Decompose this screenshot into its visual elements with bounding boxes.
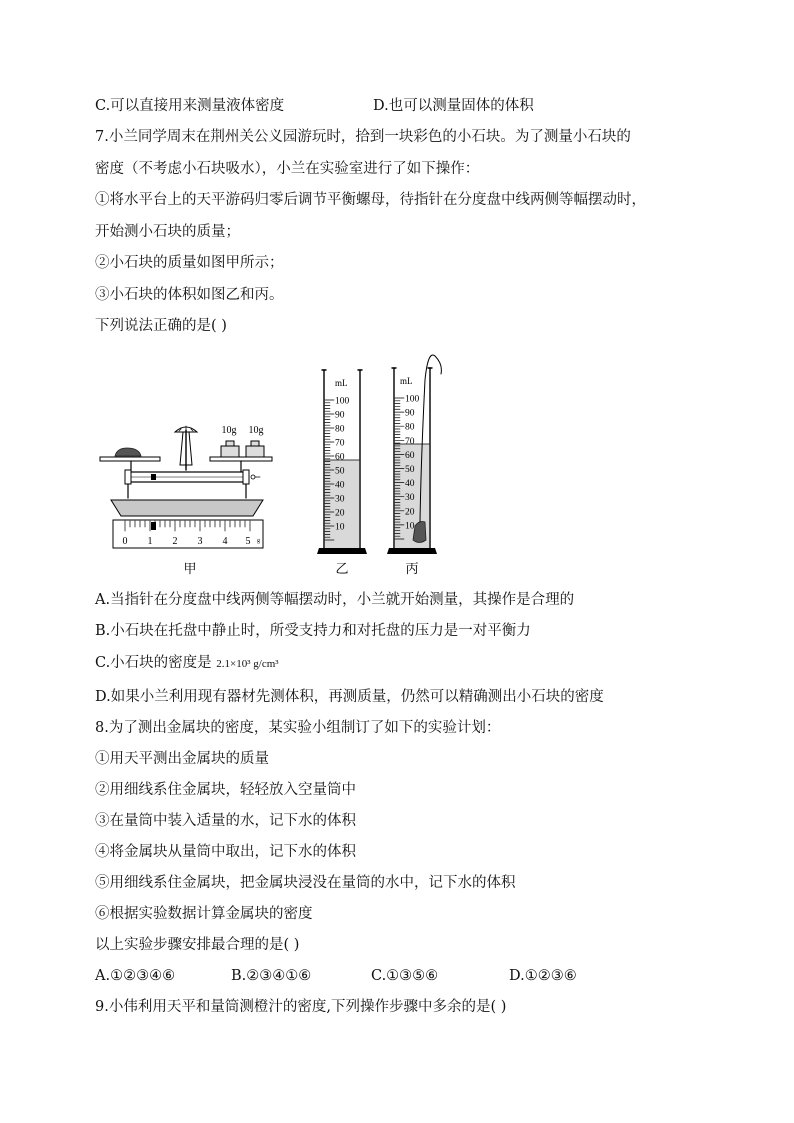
stone-icon bbox=[115, 448, 141, 456]
cyl-yi-tick-label: 100 bbox=[335, 396, 350, 407]
experiment-figure bbox=[95, 340, 455, 580]
cyl-yi-tick-label: 40 bbox=[335, 480, 345, 491]
q8-step-5: ⑤用细线系住金属块，把金属块浸没在量筒的水中，记下水的体积 bbox=[95, 875, 516, 891]
weight-10g-left bbox=[221, 441, 239, 457]
cyl-bing-unit: mL bbox=[400, 376, 413, 386]
q7-step3: ③小石块的体积如图乙和丙。 bbox=[95, 287, 284, 303]
q8-step-1: ①用天平测出金属块的质量 bbox=[95, 751, 269, 767]
cyl-yi-tick-label: 70 bbox=[335, 438, 345, 449]
cyl-bing-tick-label: 90 bbox=[405, 408, 415, 419]
cyl-bing-tick-label: 80 bbox=[405, 422, 415, 433]
q7-step1-line2: 开始测小石块的质量； bbox=[95, 224, 240, 240]
q8-option-c: C.①③⑤⑥ bbox=[371, 968, 439, 984]
cyl-yi-tick-label: 80 bbox=[335, 424, 345, 435]
q9-stem: 9.小伟利用天平和量筒测橙汁的密度,下列操作步骤中多余的是( ) bbox=[95, 999, 507, 1015]
q8-options-row bbox=[95, 966, 577, 986]
weight-label-1: 10g bbox=[221, 425, 237, 436]
q8-option-d: D.①②③⑥ bbox=[509, 968, 577, 984]
q7-option-c-label: C.小石块的密度是 bbox=[95, 655, 212, 671]
cylinder-yi bbox=[317, 370, 367, 576]
cyl-bing-tick-label: 40 bbox=[405, 479, 415, 490]
q7-stem-line1: 7.小兰同学周末在荆州关公义园游玩时，拾到一块彩色的小石块。为了测量小石块的 bbox=[95, 129, 631, 145]
q7-step2: ②小石块的质量如图甲所示； bbox=[95, 255, 284, 271]
caption-bing: 丙 bbox=[405, 561, 419, 576]
q8-step-6: ⑥根据实验数据计算金属块的密度 bbox=[95, 906, 313, 922]
cylinder-bing bbox=[387, 355, 441, 576]
cyl-yi-tick-label: 10 bbox=[335, 522, 345, 533]
scale-tick-0: 0 bbox=[122, 536, 128, 547]
q6-option-d: D.也可以测量固体的体积 bbox=[373, 98, 534, 114]
q7-option-d: D.如果小兰利用现有器材先测体积，再测质量，仍然可以精确测出小石块的密度 bbox=[95, 689, 604, 705]
balance-diagram bbox=[100, 425, 272, 576]
scale-tick-3: 3 bbox=[197, 536, 203, 547]
q7-step1-line1: ①将水平台上的天平游码归零后调节平衡螺母，待指针在分度盘中线两侧等幅摆动时， bbox=[95, 192, 646, 208]
weight-10g-right bbox=[246, 441, 264, 457]
caption-jia: 甲 bbox=[183, 561, 197, 576]
q7-stem-line2: 密度（不考虑小石块吸水），小兰在实验室进行了如下操作： bbox=[95, 161, 480, 177]
cyl-bing-tick-label: 10 bbox=[405, 521, 415, 532]
cyl-yi-tick-label: 50 bbox=[335, 466, 345, 477]
q8-step-3: ③在量筒中装入适量的水，记下水的体积 bbox=[95, 813, 356, 829]
q7-question: 下列说法正确的是( ) bbox=[95, 318, 227, 334]
q8-step-4: ④将金属块从量筒中取出，记下水的体积 bbox=[95, 844, 356, 860]
q8-option-a: A.①②③④⑥ bbox=[95, 968, 176, 984]
q8-step-2: ②用细线系住金属块，轻轻放入空量筒中 bbox=[95, 782, 356, 798]
q7-option-a: A.当指针在分度盘中线两侧等幅摆动时，小兰就开始测量，其操作是合理的 bbox=[95, 592, 575, 608]
weight-label-2: 10g bbox=[248, 425, 264, 436]
cyl-bing-tick-label: 20 bbox=[405, 507, 415, 518]
q8-question: 以上实验步骤安排最合理的是( ) bbox=[95, 937, 300, 953]
cyl-yi-unit: mL bbox=[335, 378, 348, 388]
cyl-yi-tick-label: 90 bbox=[335, 410, 345, 421]
cyl-bing-tick-label: 70 bbox=[405, 436, 415, 447]
q6-option-c: C.可以直接用来测量液体密度 bbox=[95, 98, 285, 114]
scale-tick-2: 2 bbox=[172, 536, 178, 547]
scale-tick-5: 5 bbox=[245, 536, 251, 547]
cyl-yi-tick-label: 60 bbox=[335, 452, 345, 463]
scale-tick-4: 4 bbox=[222, 536, 228, 547]
q8-option-b: B.②③④①⑥ bbox=[231, 968, 312, 984]
cyl-bing-tick-label: 50 bbox=[405, 465, 415, 475]
cyl-bing-tick-label: 30 bbox=[405, 493, 415, 504]
cyl-bing-tick-label: 60 bbox=[405, 450, 415, 461]
balance-base bbox=[111, 500, 263, 516]
scale-unit: g bbox=[257, 538, 260, 544]
cyl-yi-tick-label: 20 bbox=[335, 508, 345, 519]
q6-options-row bbox=[95, 96, 534, 116]
q7-option-b: B.小石块在托盘中静止时，所受支持力和对托盘的压力是一对平衡力 bbox=[95, 623, 531, 639]
cyl-yi-tick-label: 30 bbox=[335, 494, 345, 505]
scale-tick-1: 1 bbox=[147, 536, 153, 547]
q7-option-c-value: 2.1×10³ g/cm³ bbox=[216, 658, 279, 670]
cyl-bing-tick-label: 100 bbox=[405, 394, 420, 405]
q8-stem: 8.为了测出金属块的密度，某实验小组制订了如下的实验计划： bbox=[95, 720, 501, 736]
caption-yi: 乙 bbox=[335, 561, 349, 576]
q7-option-c bbox=[95, 653, 279, 674]
rider-scale bbox=[113, 520, 263, 548]
